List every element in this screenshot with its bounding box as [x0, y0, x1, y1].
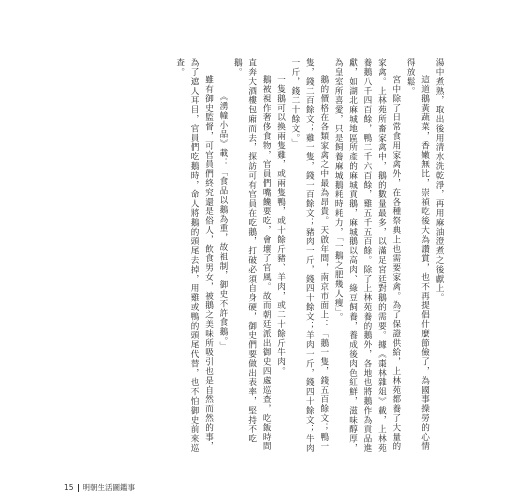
paragraph: 雖有御史監督，可官員們終究還是俗人，飲食男女，被鵝之美味所吸引也是自然而然的事，為了遮人耳目，官員們吃鵝時，命人將鵝的頭尾去掉，用雞或鴨的頭尾代替，也不怕御史前來巡查。 — [174, 58, 214, 453]
paragraph: 宮中除了日常食用家禽外，在各種祭典上也需要家禽。為了保證供給，上林苑都養了大量的家禽。上林苑所畜家禽中，鵝的數量最多，以滿足宮廷對鵝的需要。據《棗林雜俎》載，上林苑養鵝八千四百餘，鴨二千六百餘，雞五千五百餘。除了上林苑養的鵝外，各地也將鵝作為貢品進獻，如湖北麻城地區所產的麻城貢鵝，麻城鵝以高肉、綠豆飼養，養成後肉色紅鮮，滋味醇厚，為皇室所喜愛，只是飼養麻城鵝耗時耗力，「一鵝之肥幾人瘦」。 — [333, 58, 401, 453]
paragraph: 鵝的價格在各類家禽之中最為昂貴。天啟年間，南京市面上：「鵝一隻，錢五百餘文；鴨一隻，錢二百餘文；雞一隻，錢一百餘文；豬肉一斤，錢四十餘文；羊肉一斤，錢四十餘文；牛肉一斤，錢二十餘文。」 — [289, 58, 329, 453]
footer-divider — [78, 484, 79, 492]
page-footer — [64, 482, 135, 493]
paragraph: 這道鵝黃蔬菜，香嫩無比，崇禎吃後大為讚賞，也不再提倡什麼節儉了，為國事操勞的心情得放鬆。 — [405, 58, 430, 452]
page-number: 15 — [64, 483, 74, 492]
paragraph: 鵝被視作奢侈食物，官員們嘴饞要吃，會壞了官風。故而朝廷派出御史四處巡查，吃飯時間直奔大酒樓包廂而去，探訪可有官員在吃鵝，打破必須自身硬，御史們要做出表率，堅持不吃鵝。 — [232, 58, 272, 452]
paragraph: 湯中煮熟，取出後用清水洗乾淨，再用麻油澄煮之後獻上。 — [434, 58, 444, 303]
quote-paragraph: 《湧幢小品》載：「食品以鵝為重，故祖制，御史不許食鵝。」 — [217, 92, 228, 352]
paragraph: 一隻鵝可以換兩隻雞，或兩隻鴨，或十餘斤豬、羊肉，或二十餘斤牛肉。 — [275, 75, 286, 376]
body-text — [56, 58, 446, 458]
book-title: 明朝生活圖鑑事 — [82, 483, 136, 492]
